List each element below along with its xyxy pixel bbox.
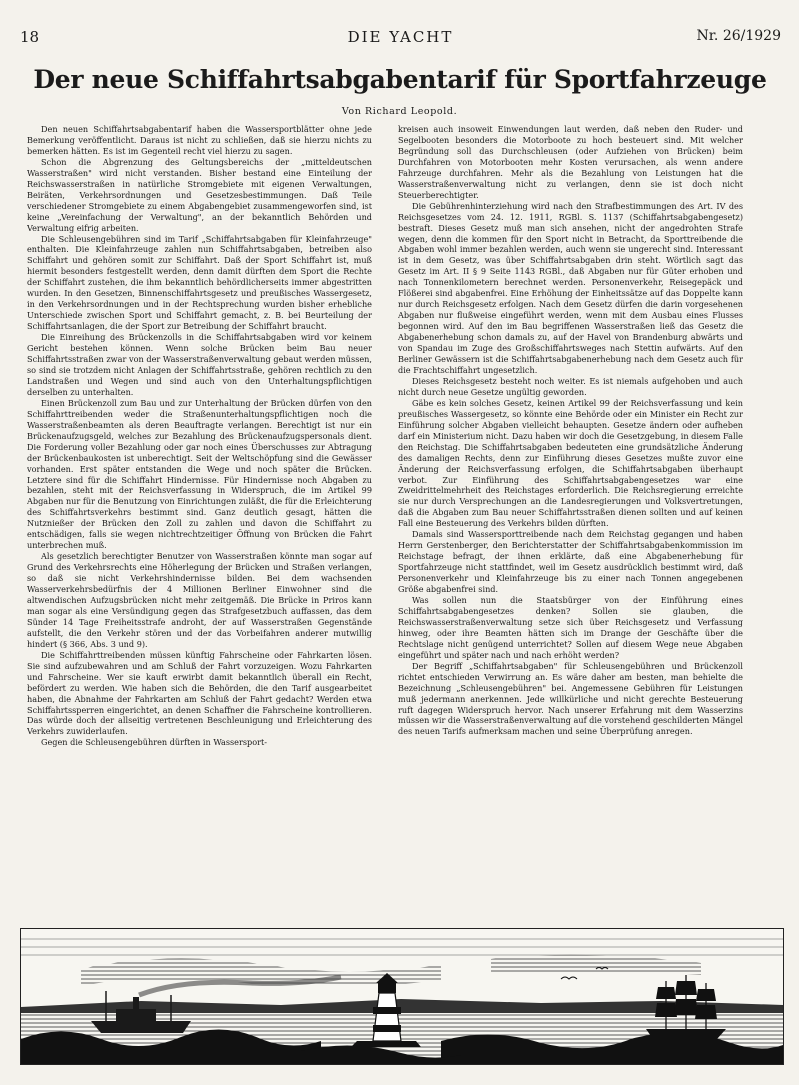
paragraph: Schon die Abgrenzung des Geltungsbereichs der „mitteldeutschen Wasserstraßen" wird nicht verstanden. Bisher bestand eine Einteilung der Reichswasserstraßen in natürliche Stromgebiete mit eigenen Verwaltungen, Beiräten, Verkehrsordnungen und Gesetzesbestimmungen. Daß Teile verschiedener Stromgebiete zu einem Abgabengebiet zusammengeworfen sind, ist keine „Vereinfachung der Verwaltung", an der bekanntlich Behörden und Verwaltung eifrig arbeiten. — [27, 156, 372, 233]
paragraph: Die Schiffahrttreibenden müssen künftig Fahrscheine oder Fahrkarten lösen. Sie sind aufzubewahren und am Schluß der Fahrt vorzuzeigen. Wozu Fahrkarten und Fahrscheine. Wer sie kauft erwirbt damit bekanntlich überall ein Recht, befördert zu werden. Wie haben sich die Behörden, die den Tarif ausgearbeitet haben, die Abnahme der Fahrkarten am Schluß der Fahrt gedacht? Werden etwa Schiffahrtssperren eingerichtet, an denen Schaffner die Fahrscheine kontrollieren. Das würde doch der allseitig vertretenen Beschleunigung und Erleichterung des Verkehrs zuwiderlaufen. — [27, 649, 372, 737]
issue-number: Nr. 26/1929 — [696, 28, 781, 44]
paragraph: Was sollen nun die Staatsbürger von der Einführung eines Schiffahrtsabgabengesetzes denken? Sollen sie glauben, die Reichswasserstraßenverwaltung setze sich über Reichsgesetz und Verfassung hinweg, oder ihre Beamten hätten sich im Drange der Geschäfte über die Rechtslage nicht genügend unterrichtet? Sollen auf diesem Wege neue Abgaben eingeführt und später nach und nach erhöht werden? — [398, 594, 743, 660]
article-title: Der neue Schiffahrtsabgabentarif für Sportfahrzeuge — [33, 65, 767, 94]
page-number: 18 — [20, 28, 40, 46]
article-byline: Von Richard Leopold. — [341, 106, 458, 117]
paragraph: Die Gebührenhinterziehung wird nach den Strafbestimmungen des Art. IV des Reichsgesetzes vom 24. 12. 1911, RGBl. S. 1137 (Schiffahrtsabgabengesetz) bestraft. Dieses Gesetz muß man sich ansehen, nicht der angedrohten Strafe wegen, denn die kommen für den Sport nicht in Betracht, da Sporttreibende die Abgaben wohl immer bezahlen werden, auch wenn sie ungerecht sind. Interessant ist in dem Gesetz, was über Schiffahrtsabgaben drin steht. Wörtlich sagt das Gesetz im Art. II § 9 Seite 1143 RGBl., daß Abgaben nur für Güter erhoben und nach Tonnenkilometern berechnet werden. Personenverkehr, Reisegepäck und Flößerei sind abgabenfrei. Eine Erhöhung der Einheitssätze auf das Doppelte kann nur durch Reichsgesetz erfolgen. Nach dem Gesetz dürfen die darin vorgesehenen Abgaben nur flußweise eingeführt werden, wenn mit dem Ausbau eines Flusses begonnen wird. Auf den im Bau begriffenen Wasserstraßen ließ das Gesetz die Abgabenerhebung schon damals zu, auf der Havel von Brandenburg abwärts und von Spandau im Zuge des Großschiffahrtsweges nach Stettin aufwärts. Auf den Berliner Gewässern ist die Schiffahrtsabgabenerhebung nach dem Gesetz auch für die Frachtschiffahrt ungesetzlich. — [398, 200, 743, 375]
paragraph: Der Begriff „Schiffahrtsabgaben" für Schleusengebühren und Brückenzoll richtet entschieden Verwirrung an. Es wäre daher am besten, man behielte die Bezeichnung „Schleusengebühren" bei. Angemessene Gebühren für Leistungen muß jedermann anerkennen. Jede willkürliche und nicht gerechte Besteuerung ruft dagegen Widerspruch hervor. Nach unserer Erfahrung mit dem Wasserzins müssen wir die Wasserstraßenverwaltung auf die vorstehend geschilderten Mängel des neuen Tarifs aufmerksam machen und seine Überprüfung anregen. — [398, 660, 743, 737]
paragraph: Einen Brückenzoll zum Bau und zur Unterhaltung der Brücken dürfen von den Schiffahrttreibenden weder die Straßenunterhaltungspflichtigen noch die Wasserstraßenbeamten als deren Beauftragte verlangen. Berechtigt ist nur ein Brückenaufzugsgeld, welches zur Bezahlung des Brückenaufzugspersonals dient. Die Forderung voller Bezahlung oder gar noch eines Überschusses zur Abtragung der Brückenbaukosten ist unberechtigt. Seit der Weltschöpfung sind die Gewässer vorhanden. Erst später entstanden die Wege und noch später die Brücken. Letztere sind für die Schiffahrt Hindernisse. Für Hindernisse noch Abgaben zu bezahlen, steht mit der Reichsverfassung in Widerspruch, die im Artikel 99 Abgaben nur für die Benutzung von Einrichtungen zuläßt, die für die Erleichterung des Schiffahrtsverkehrs bestimmt sind. Ganz deutlich gesagt, hätten die Nutznießer der Brücken den Zoll zu zahlen und davon die Schiffahrt zu entschädigen, falls sie wegen nichtrechtzeitiger Öffnung von Brücken die Fahrt unterbrechen muß. — [27, 397, 372, 551]
left-column — [27, 124, 372, 925]
right-column — [398, 124, 743, 925]
paragraph: Die Schleusengebühren sind im Tarif „Schiffahrtsabgaben für Kleinfahrzeuge" enthalten. Die Kleinfahrzeuge zahlen nun Schiffahrtsabgaben, betreiben also Schiffahrt und gehören somit zur Schiffahrt. Daß der Sport Schiffahrt ist, muß hiermit besonders festgestellt werden, denn damit dürften dem Sport die Rechte der Schiffahrt zustehen, die ihm bekanntlich behördlicherseits immer abgestritten wurden. In den Gesetzen, Binnenschiffahrtsgesetz und preußisches Wassergesetz, in den Verkehrsordnungen und in der Rechtsprechung wurden bisher erhebliche Unterschiede zwischen Sport und Schiffahrt gemacht, z. B. bei Beurteilung der Schiffahrtsanlagen, die der Sport zur Betreibung der Schiffahrt braucht. — [27, 233, 372, 332]
harbor-illustration — [20, 928, 784, 1065]
paragraph: Dieses Reichsgesetz besteht noch weiter. Es ist niemals aufgehoben und auch nicht durch neue Gesetze ungültig geworden. — [398, 375, 743, 397]
paragraph: Gegen die Schleusengebühren dürften in Wassersport- — [41, 737, 268, 748]
paragraph: Gäbe es kein solches Gesetz, keinen Artikel 99 der Reichsverfassung und kein preußisches Wassergesetz, so könnte eine Behörde oder ein Minister ein Recht zur Einführung solcher Abgaben vielleicht behaupten. Gesetze ändern oder aufheben darf ein Ministerium nicht. Dazu haben wir doch die Gesetzgebung, in diesem Falle den Reichstag. Die Schiffahrtsabgaben bedeuteten eine grundsätzliche Änderung des damaligen Rechts, denn zur Einführung dieses Gesetzes mußte zuvor eine Änderung der Reichsverfassung erfolgen, die Schiffahrtsabgaben überhaupt verbot. Zur Einführung des Schiffahrtsabgabengesetzes war eine Zweidrittelmehrheit des Reichstages erforderlich. Die Reichsregierung erreichte sie nur durch Versprechungen an die Landesregierungen und Volksvertretungen, daß die Abgaben zum Bau neuer Schiffahrtsstraßen dienen sollten und auf keinen Fall eine Besteuerung des Verkehrs bilden dürften. — [398, 397, 743, 529]
paragraph: kreisen auch insoweit Einwendungen laut werden, daß neben den Ruder- und Segelbooten besonders die Motorboote zu hoch besteuert sind. Mit welcher Begründung soll das Durchschleusen (oder Aufziehen von Brücken) beim Durchfahren von Motorbooten mehr Kosten verursachen, als wenn andere Fahrzeuge durchfahren. Mehr als die Bezahlung von Leistungen hat die Wasserstraßenverwaltung nicht zu verlangen, denn sie ist doch nicht Steuerberechtigter. — [398, 124, 743, 200]
lighthouse-engraving-icon — [21, 929, 783, 1064]
paragraph: Als gesetzlich berechtigter Benutzer von Wasserstraßen könnte man sogar auf Grund des Verkehrsrechts eine Höherlegung der Brücken und Straßen verlangen, so daß sie nicht Verkehrshindernisse bilden. Bei dem wachsenden Wasserverkehrsbedürfnis der 4 Millionen Berliner Einwohner sind die altwendischen Aufzugsbrücken nicht mehr zeitgemäß. Die Brücke in Priros kann man sogar als eine Versündigung gegen das Strafgesetzbuch auffassen, das dem Sünder 14 Tage Freiheitsstrafe androht, der auf Wasserstraßen Gegenstände aufstellt, die den Verkehr stören und der das Vorbeifahren anderer mutwillig hindert (§ 366, Abs. 3 und 9). — [27, 551, 372, 649]
magazine-title: DIE YACHT — [347, 28, 454, 46]
paragraph: Den neuen Schiffahrtsabgabentarif haben die Wassersportblätter ohne jede Bemerkung veröffentlicht. Daraus ist nicht zu schließen, daß sie hierzu nichts zu bemerken hätten. Es ist im Gegenteil recht viel hierzu zu sagen. — [27, 124, 372, 156]
page-header — [20, 28, 781, 48]
paragraph: Damals sind Wassersporttreibende nach dem Reichstag gegangen und haben Herrn Gerstenberger, den Berichterstatter der Schiffahrtsabgabenkommission im Reichstage befragt, der ihnen erklärte, daß eine Abgabenerhebung für Sportfahrzeuge nicht stattfindet, weil im Gesetz ausdrücklich bestimmt wird, daß Personenverkehr und Kleinfahrzeuge bis zu einer nach Tonnen angegebenen Größe abgabenfrei sind. — [398, 529, 743, 595]
paragraph: Die Einreihung des Brückenzolls in die Schiffahrtsabgaben wird vor keinem Gericht bestehen können. Wenn solche Brücken beim Bau neuer Schiffahrtsstraßen zwar von der Wasserstraßenverwaltung gebaut werden müssen, so sind sie trotzdem nicht Anlagen der Schiffahrtsstraße, gehören rechtlich zu den Landstraßen und Wegen und sind auch von den Unterhaltungspflichtigen derselben zu unterhalten. — [27, 332, 372, 397]
